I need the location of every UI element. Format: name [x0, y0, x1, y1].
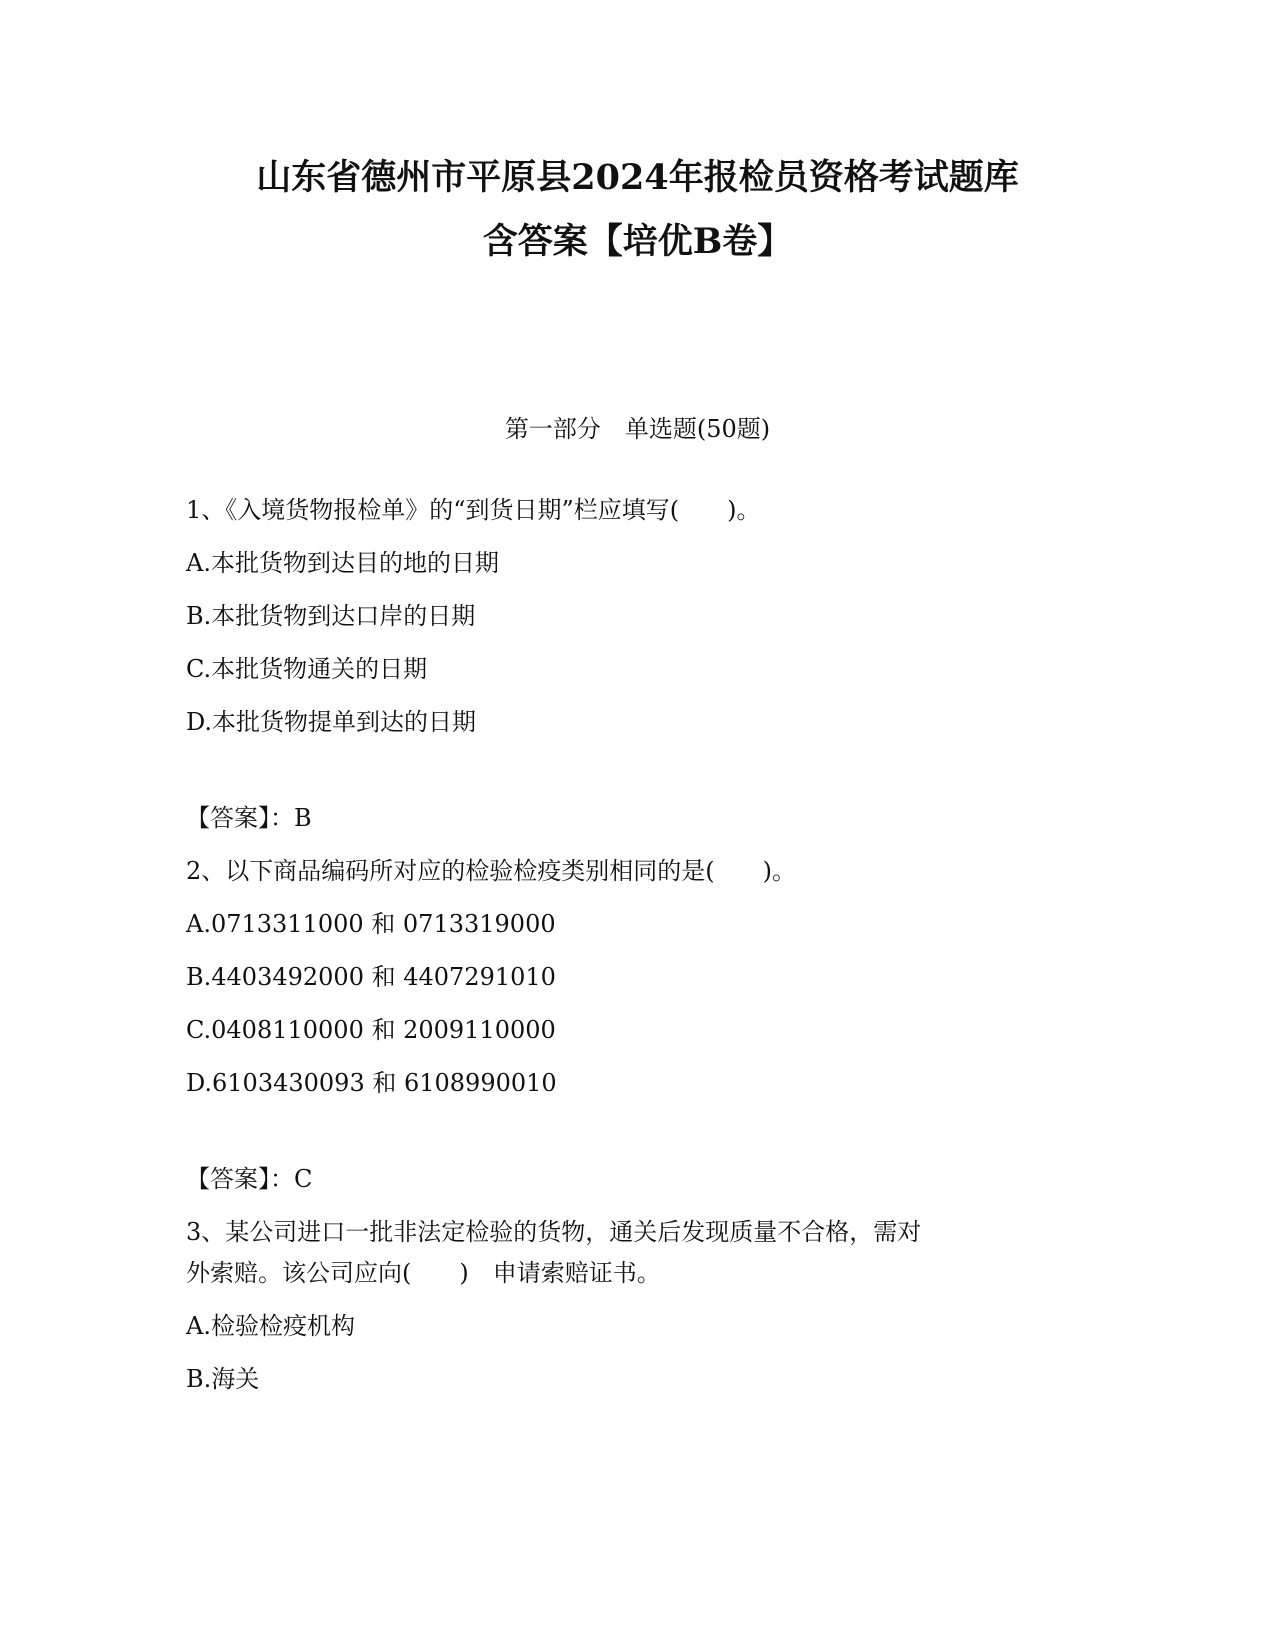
question-1-option-d: D.本批货物提单到达的日期 [186, 708, 477, 736]
question-1-answer: 【答案】：B [186, 804, 312, 832]
question-2-option-b: B.4403492000 和 4407291010 [186, 963, 556, 991]
question-3-option-b: B.海关 [186, 1365, 260, 1393]
question-2-option-c: C.0408110000 和 2009110000 [186, 1016, 556, 1044]
question-1-option-a: A.本批货物到达目的地的日期 [186, 549, 499, 577]
question-2-option-d: D.6103430093 和 6108990010 [186, 1069, 557, 1097]
document-title-line-2: 含答案【培优B卷】 [482, 221, 793, 262]
question-3-stem-line-2: 外索赔。该公司应向( ) 申请索赔证书。 [186, 1259, 661, 1287]
question-3-stem-line-1: 3、某公司进口一批非法定检验的货物，通关后发现质量不合格，需对 [186, 1218, 922, 1246]
question-1-option-c: C.本批货物通关的日期 [186, 655, 428, 683]
question-1-stem: 1、《入境货物报检单》的“到货日期”栏应填写( )。 [186, 496, 761, 524]
document-title-line-1: 山东省德州市平原县2024年报检员资格考试题库 [256, 157, 1019, 198]
question-1-option-b: B.本批货物到达口岸的日期 [186, 602, 476, 630]
question-3-option-a: A.检验检疫机构 [186, 1312, 355, 1340]
section-heading: 第一部分 单选题(50题) [504, 415, 771, 443]
question-2-option-a: A.0713311000 和 0713319000 [186, 910, 556, 938]
question-2-answer: 【答案】：C [186, 1165, 313, 1193]
question-2-stem: 2、以下商品编码所对应的检验检疫类别相同的是( )。 [186, 857, 796, 885]
